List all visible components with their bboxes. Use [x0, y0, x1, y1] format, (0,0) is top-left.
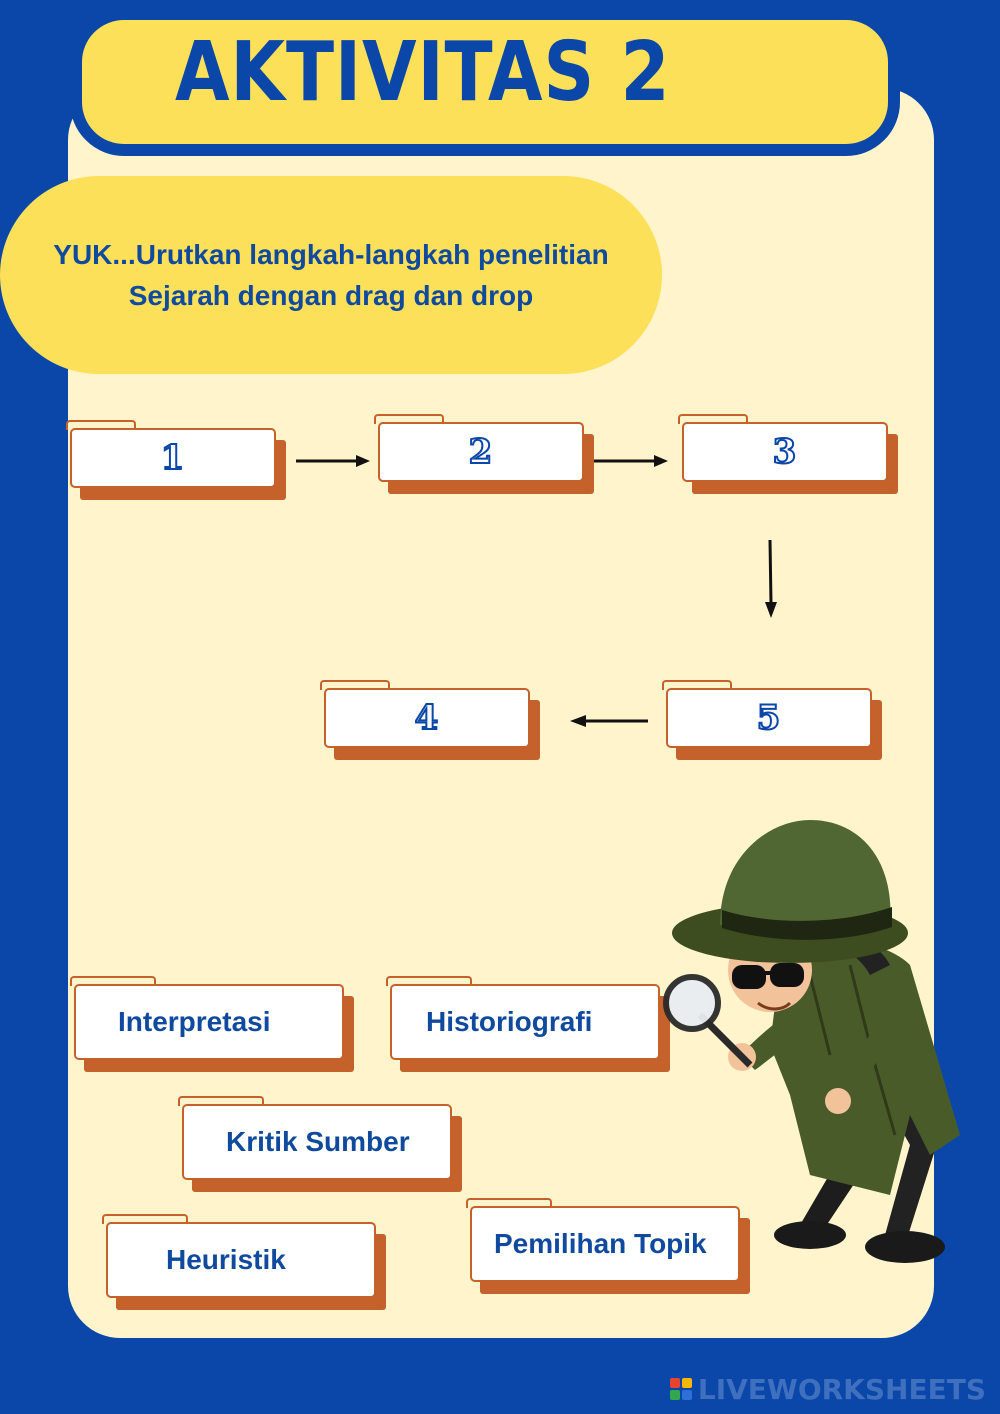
drop-slot-2[interactable]	[378, 422, 584, 482]
option-label: Interpretasi	[118, 1006, 271, 1037]
slot-number: 3	[772, 432, 798, 472]
drop-slot-5[interactable]	[666, 688, 872, 748]
watermark-text: LIVEWORKSHEETS	[697, 1372, 986, 1406]
arrow-right-icon	[592, 450, 672, 472]
slot-number: 5	[756, 698, 782, 738]
option-interpretasi[interactable]	[74, 984, 344, 1060]
arrow-right-icon	[294, 450, 374, 472]
slot-number: 1	[160, 438, 186, 478]
instruction-text: YUK...Urutkan langkah-langkah penelitian Sejarah dengan drag dan drop	[53, 239, 609, 311]
option-label: Kritik Sumber	[226, 1126, 410, 1157]
drop-slot-3[interactable]	[682, 422, 888, 482]
option-label: Historiografi	[426, 1006, 593, 1037]
option-label: Heuristik	[166, 1244, 286, 1275]
instruction-bubble	[0, 176, 662, 374]
page-title: AKTIVITAS 2	[175, 25, 671, 120]
slot-number: 4	[414, 698, 440, 738]
drop-slot-1[interactable]	[70, 428, 276, 488]
arrow-left-icon	[568, 710, 650, 732]
arrow-down-icon	[759, 538, 783, 620]
option-kritik-sumber[interactable]	[182, 1104, 452, 1180]
liveworksheets-logo-icon	[670, 1378, 692, 1400]
detective-illustration	[660, 815, 980, 1295]
option-heuristik[interactable]	[106, 1222, 376, 1298]
slot-number: 2	[468, 432, 494, 472]
option-label: Pemilihan Topik	[494, 1228, 707, 1259]
drop-slot-4[interactable]	[324, 688, 530, 748]
option-historiografi[interactable]	[390, 984, 660, 1060]
liveworksheets-watermark	[670, 1372, 986, 1406]
